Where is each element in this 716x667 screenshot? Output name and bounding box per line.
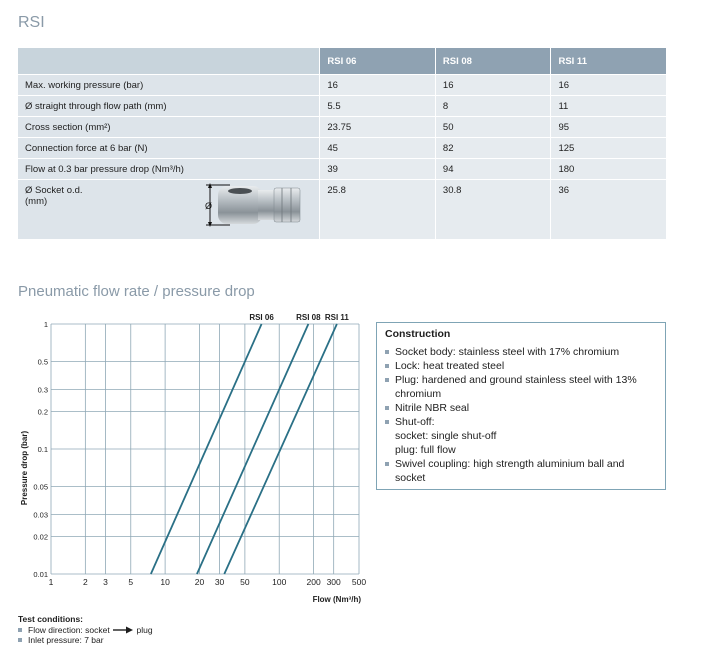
test-conditions (18, 614, 153, 646)
table-cell: 23.75 (320, 117, 436, 138)
test-conditions-title: Test conditions: (18, 614, 84, 624)
table-cell: 94 (435, 159, 551, 180)
y-tick-label: 0.05 (33, 482, 48, 492)
y-tick-label: 0.02 (33, 532, 48, 542)
x-tick-label: 500 (351, 577, 367, 587)
table-row (18, 117, 667, 138)
table-cell: 16 (551, 75, 667, 96)
y-tick-label: 0.03 (33, 510, 48, 520)
x-tick-label: 30 (214, 577, 225, 587)
series-label: RSI 11 (324, 313, 349, 322)
construction-item: Shut-off: (385, 415, 657, 429)
construction-title: Construction (385, 328, 451, 340)
y-tick-label: 0.01 (33, 570, 48, 579)
construction-item: Nitrile NBR seal (385, 401, 657, 415)
table-row-socket (18, 180, 667, 240)
column-header: RSI 11 (551, 48, 667, 75)
y-tick-label: 0.3 (37, 385, 48, 395)
table-cell: 30.8 (435, 180, 551, 240)
construction-item: Plug: hardened and ground stainless steel with 13% chromium (385, 373, 657, 401)
table-cell: 16 (320, 75, 436, 96)
table-cell: 16 (435, 75, 551, 96)
construction-list (385, 345, 657, 485)
construction-item: plug: full flow (395, 444, 456, 456)
chart-title: Pneumatic flow rate / pressure drop (18, 283, 255, 300)
x-tick-label: 5 (128, 577, 134, 587)
table-cell: 25.8 (320, 180, 436, 240)
table-cell: 36 (551, 180, 667, 240)
construction-item: socket: single shut-off (395, 430, 497, 442)
x-tick-label: 2 (82, 577, 88, 587)
diameter-symbol: Ø (205, 201, 213, 211)
construction-item: Lock: heat treated steel (385, 359, 657, 373)
chart-series-labels (249, 313, 349, 322)
construction-item: Swivel coupling: high strength aluminium ball and socket (385, 457, 657, 485)
socket-label-line1: Ø Socket o.d. (25, 185, 83, 196)
x-tick-label: 3 (103, 577, 108, 587)
socket-label-line2: (mm) (25, 196, 48, 207)
row-label: Cross section (mm²) (18, 117, 320, 138)
y-tick-label: 0.2 (37, 407, 48, 417)
x-tick-label: 50 (240, 577, 250, 587)
x-tick-label: 10 (160, 577, 170, 587)
inlet-pressure-item: Inlet pressure: 7 bar (18, 635, 153, 646)
row-label: Max. working pressure (bar) (18, 75, 320, 96)
table-cell: 5.5 (320, 96, 436, 117)
x-axis-label: Flow (Nm³/h) (312, 595, 361, 604)
table-cell: 180 (551, 159, 667, 180)
socket-coupling-image (200, 182, 310, 228)
flow-direction-prefix: Flow direction: socket (28, 624, 110, 635)
table-row (18, 75, 667, 96)
chart-ticks (33, 320, 366, 587)
construction-box (376, 322, 666, 490)
table-cell: 11 (551, 96, 667, 117)
flow-direction-suffix: plug (136, 624, 153, 635)
y-axis-label: Pressure drop (bar) (20, 430, 29, 506)
table-cell: 8 (435, 96, 551, 117)
table-cell: 125 (551, 138, 667, 159)
row-label: Flow at 0.3 bar pressure drop (Nm³/h) (18, 159, 320, 180)
y-tick-label: 1 (43, 320, 48, 329)
table-cell: 50 (435, 117, 551, 138)
table-cell: 82 (435, 138, 551, 159)
x-tick-label: 200 (306, 577, 321, 587)
row-label: Connection force at 6 bar (N) (18, 138, 320, 159)
flow-chart (14, 308, 368, 608)
chart-grid (51, 324, 359, 574)
table-row (18, 138, 667, 159)
spec-table (18, 48, 667, 240)
table-cell: 45 (320, 138, 436, 159)
table-row (18, 96, 667, 117)
column-header: RSI 06 (320, 48, 436, 75)
table-header-row (18, 48, 667, 75)
table-row (18, 159, 667, 180)
x-tick-label: 300 (326, 577, 341, 587)
table-cell: 39 (320, 159, 436, 180)
y-tick-label: 0.5 (37, 357, 48, 367)
arrow-right-icon (112, 626, 134, 634)
section-title: RSI (18, 14, 45, 31)
flow-direction-item (18, 625, 153, 636)
row-label: Ø straight through flow path (mm) (18, 96, 320, 117)
series-label: RSI 06 (249, 313, 274, 322)
y-tick-label: 0.1 (37, 445, 48, 454)
row-label (18, 180, 320, 240)
x-tick-label: 1 (48, 577, 54, 587)
table-header-blank (18, 48, 320, 75)
x-tick-label: 100 (272, 577, 287, 587)
construction-item: Socket body: stainless steel with 17% chromium (385, 345, 657, 359)
table-cell: 95 (551, 117, 667, 138)
series-label: RSI 08 (296, 313, 321, 322)
x-tick-label: 20 (194, 577, 205, 587)
column-header: RSI 08 (435, 48, 551, 75)
